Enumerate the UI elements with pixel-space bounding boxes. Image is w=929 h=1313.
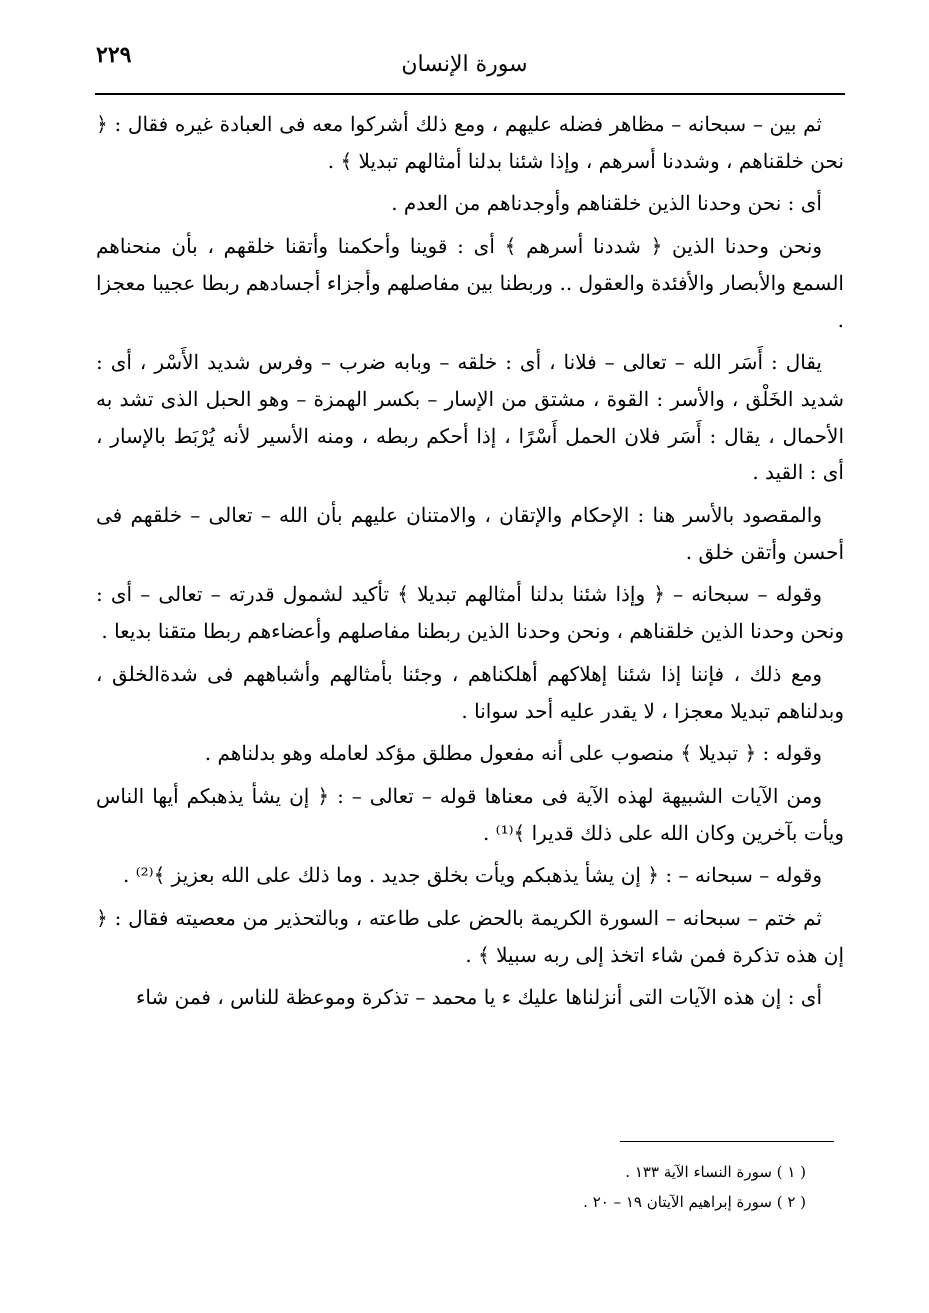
paragraph: وقوله : ﴿ تبديلا ﴾ منصوب على أنه مفعول مطلق مؤكد لعامله وهو بدلناهم .	[204, 741, 822, 766]
footnotes	[96, 1157, 806, 1217]
paragraph: ثم ختم – سبحانه – السورة الكريمة بالحض على طاعته ، وبالتحذير من معصيته فقال : ﴿ إن هذه تذكرة فمن شاء اتخذ إلى ربه سبيلا ﴾ .	[96, 906, 844, 967]
paragraph: ومن الآيات الشبيهة لهذه الآية فى معناها قوله – تعالى – : ﴿ إن يشأ يذهبكم أيها الناس ويأت بآخرين وكان الله على ذلك قديرا ﴾⁽¹⁾ .	[96, 783, 844, 845]
page-number: ٢٢٩	[96, 42, 132, 68]
running-title: سورة الإنسان	[401, 52, 528, 77]
paragraph: والمقصود بالأسر هنا : الإحكام والإتقان ، والامتنان عليهم بأن الله – تعالى – خلقهم فى أحسن وأتقن خلق .	[96, 503, 844, 564]
paragraph: ومع ذلك ، فإننا إذا شئنا إهلاكهم أهلكناهم ، وجئنا بأمثالهم وأشباههم فى شدةالخلق ، وبدلناهم تبديلا معجزا ، لا يقدر عليه أحد سوانا .	[96, 661, 844, 723]
paragraph: أى : إن هذه الآيات التى أنزلناها عليك ء يا محمد – تذكرة وموعظة للناس ، فمن شاء	[136, 985, 822, 1010]
footnote: ( ١ ) سورة النساء الآية ١٣٣ .	[625, 1163, 806, 1181]
footnote-rule	[620, 1141, 834, 1142]
paragraph: وقوله – سبحانه – ﴿ وإذا شئنا بدلنا أمثالهم تبديلا ﴾ تأكيد لشمول قدرته – تعالى – أى : ونحن وحدنا الذين خلقناهم ، ونحن وحدنا الذين ربطنا مفاصلهم وأعضاءهم ربطا متقنا بديعا .	[96, 582, 844, 644]
body-text	[96, 106, 844, 1022]
paragraph: ثم بين – سبحانه – مظاهر فضله عليهم ، ومع ذلك أشركوا معه فى العبادة غيره فقال : ﴿ نحن خلقناهم ، وشددنا أسرهم ، وإذا شئنا بدلنا أمثالهم تبديلا ﴾ .	[96, 112, 844, 173]
header-rule	[95, 93, 845, 95]
footnote: ( ٢ ) سورة إبراهيم الآيتان ١٩ – ٢٠ .	[583, 1193, 806, 1211]
paragraph: يقال : أَسَر الله – تعالى – فلانا ، أى : خلقه – وبابه ضرب – وفرس شديد الأَسْر ، أى : شديد الخَلْق ، والأسر : القوة ، مشتق من الإسار – بكسر الهمزة – وهو الحبل الذى تشد به الأحمال ، يقال : أَسَر فلان الحمل أَسْرًا ، إذا أحكم ربطه ، ومنه الأسير لأنه يُرْبَط بالإسار ، أى : القيد .	[96, 350, 844, 485]
paragraph: أى : نحن وحدنا الذين خلقناهم وأوجدناهم من العدم .	[391, 191, 822, 216]
paragraph: ونحن وحدنا الذين ﴿ شددنا أسرهم ﴾ أى : قوينا وأحكمنا وأتقنا خلقهم ، بأن منحناهم السمع والأبصار والأفئدة والعقول .. وربطنا بين مفاصلهم وأجزاء أجسادهم ربطا عجيبا معجزا .	[96, 234, 844, 332]
paragraph: وقوله – سبحانه – : ﴿ إن يشأ يذهبكم ويأت بخلق جديد . وما ذلك على الله بعزيز ﴾⁽²⁾ .	[123, 863, 822, 888]
